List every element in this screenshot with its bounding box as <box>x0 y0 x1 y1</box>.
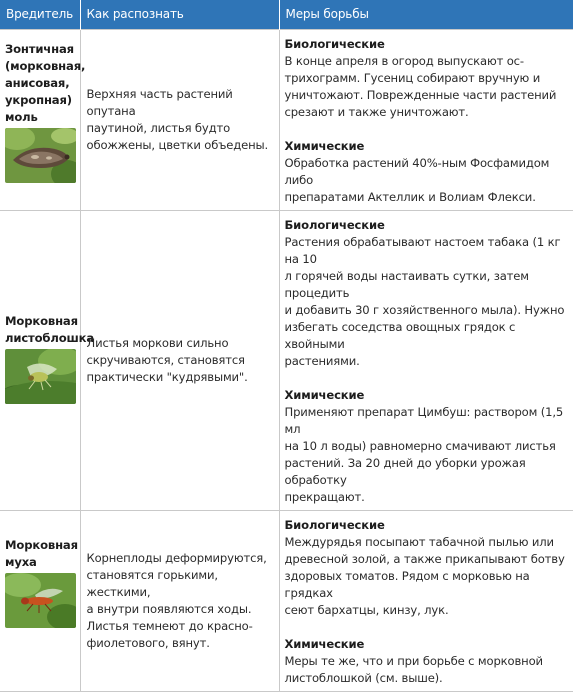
table-row <box>0 30 573 211</box>
header-pest: Вредитель <box>0 0 80 30</box>
header-row <box>0 0 573 30</box>
biological-title: Биологические <box>284 518 385 532</box>
pest-cell <box>0 211 95 511</box>
pest-name: Зонтичная (морковная, анисовая, укропная) моль <box>5 42 86 124</box>
chemical-title: Химические <box>284 637 365 651</box>
carrot-psyllid-photo <box>5 349 76 404</box>
table-row <box>0 211 573 511</box>
measures-cell: Биологические Междурядья посыпают табачной пылью или древесной золой, а также прикапывают ботву здоровых томатов. Рядом с морковью на грядках сеют бархатцы, кинзу, лук. Химические Меры те же, что и при борьбе с морковной листоблошкой (см. выше). <box>279 511 573 692</box>
measures-cell: Биологические Растения обрабатывают настоем табака (1 кг на 10 л горячей воды настаивать сутки, затем процедить и добавить 30 г хозяйственного мыла). Нужно избегать соседства овощных грядок с хвойными растениями. Химические Применяют препарат Цимбуш: раствором (1,5 мл на 10 л воды) равномерно смачивают листья растений. За 20 дней до уборки урожая обработку прекращают. <box>279 211 573 511</box>
pest-name: Морковная муха <box>5 538 78 569</box>
symptoms-cell: Листья моркови сильно скручиваются, становятся практически "кудрявыми". <box>80 211 279 511</box>
symptoms-cell: Корнеплоды деформируются, становятся горькими, жесткими, а внутри появляются ходы. Листья темнеют до красно- фиолетового, вянут. <box>80 511 279 692</box>
chemical-title: Химические <box>284 139 365 153</box>
pest-name: Морковная листоблошка <box>5 314 95 345</box>
header-measures: Меры борьбы <box>279 0 573 30</box>
carrot-fly-photo <box>5 573 76 628</box>
measures-cell: Биологические В конце апреля в огород выпускают ос- трихограмм. Гусениц собирают вручную и уничтожают. Поврежденные части растений срезают и также уничтожают. Химические Обработка растений 40%-ным Фосфамидом либо препаратами Актеллик и Волиам Флекси. <box>279 30 573 211</box>
header-how: Как распознать <box>80 0 279 30</box>
chemical-title: Химические <box>284 388 365 402</box>
table-row <box>0 511 573 692</box>
pest-cell <box>0 511 80 692</box>
symptoms-cell: Верхняя часть растений опутана паутиной, листья будто обожжены, цветки объедены. <box>80 30 279 211</box>
pest-cell <box>0 30 86 211</box>
umbrella-moth-photo <box>5 128 76 183</box>
biological-title: Биологические <box>284 37 385 51</box>
biological-title: Биологические <box>284 218 385 232</box>
